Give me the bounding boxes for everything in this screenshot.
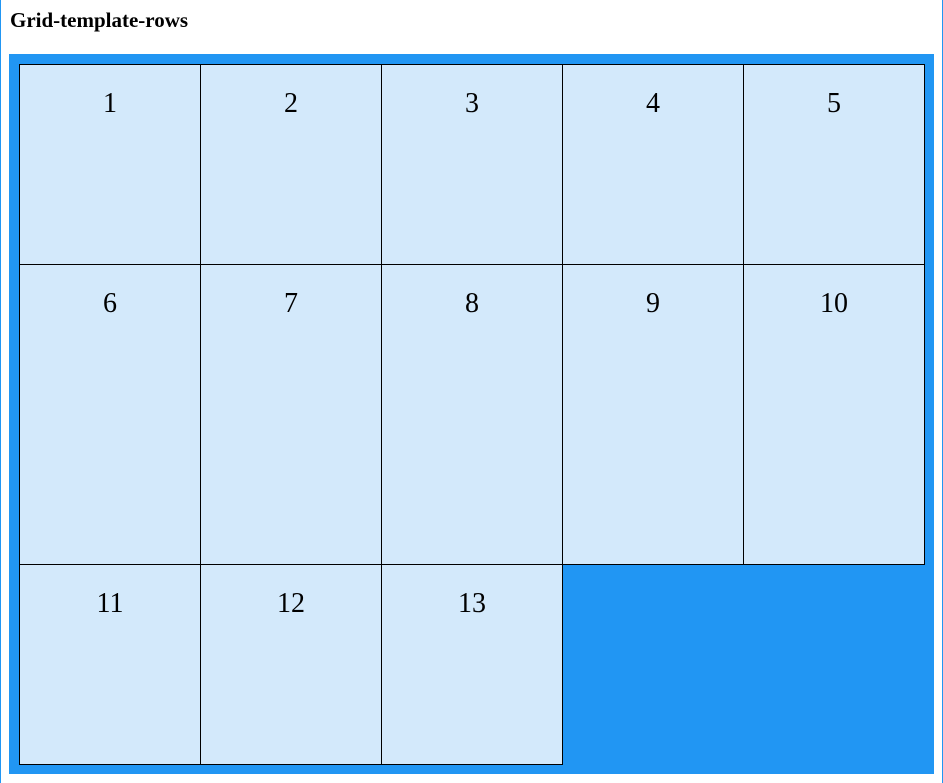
page-left-border xyxy=(0,0,1,783)
grid-item-10: 10 xyxy=(743,264,925,565)
grid-item-9: 9 xyxy=(562,264,744,565)
grid-item-8: 8 xyxy=(381,264,563,565)
grid-item-2: 2 xyxy=(200,64,382,265)
grid-item-6: 6 xyxy=(19,264,201,565)
grid-item-5: 5 xyxy=(743,64,925,265)
grid-item-1: 1 xyxy=(19,64,201,265)
grid-item-12: 12 xyxy=(200,564,382,765)
grid-item-11: 11 xyxy=(19,564,201,765)
grid-item-3: 3 xyxy=(381,64,563,265)
grid-item-4: 4 xyxy=(562,64,744,265)
page-title: Grid-template-rows xyxy=(10,8,189,32)
grid-item-13: 13 xyxy=(381,564,563,765)
grid-item-7: 7 xyxy=(200,264,382,565)
grid-container xyxy=(9,54,934,774)
